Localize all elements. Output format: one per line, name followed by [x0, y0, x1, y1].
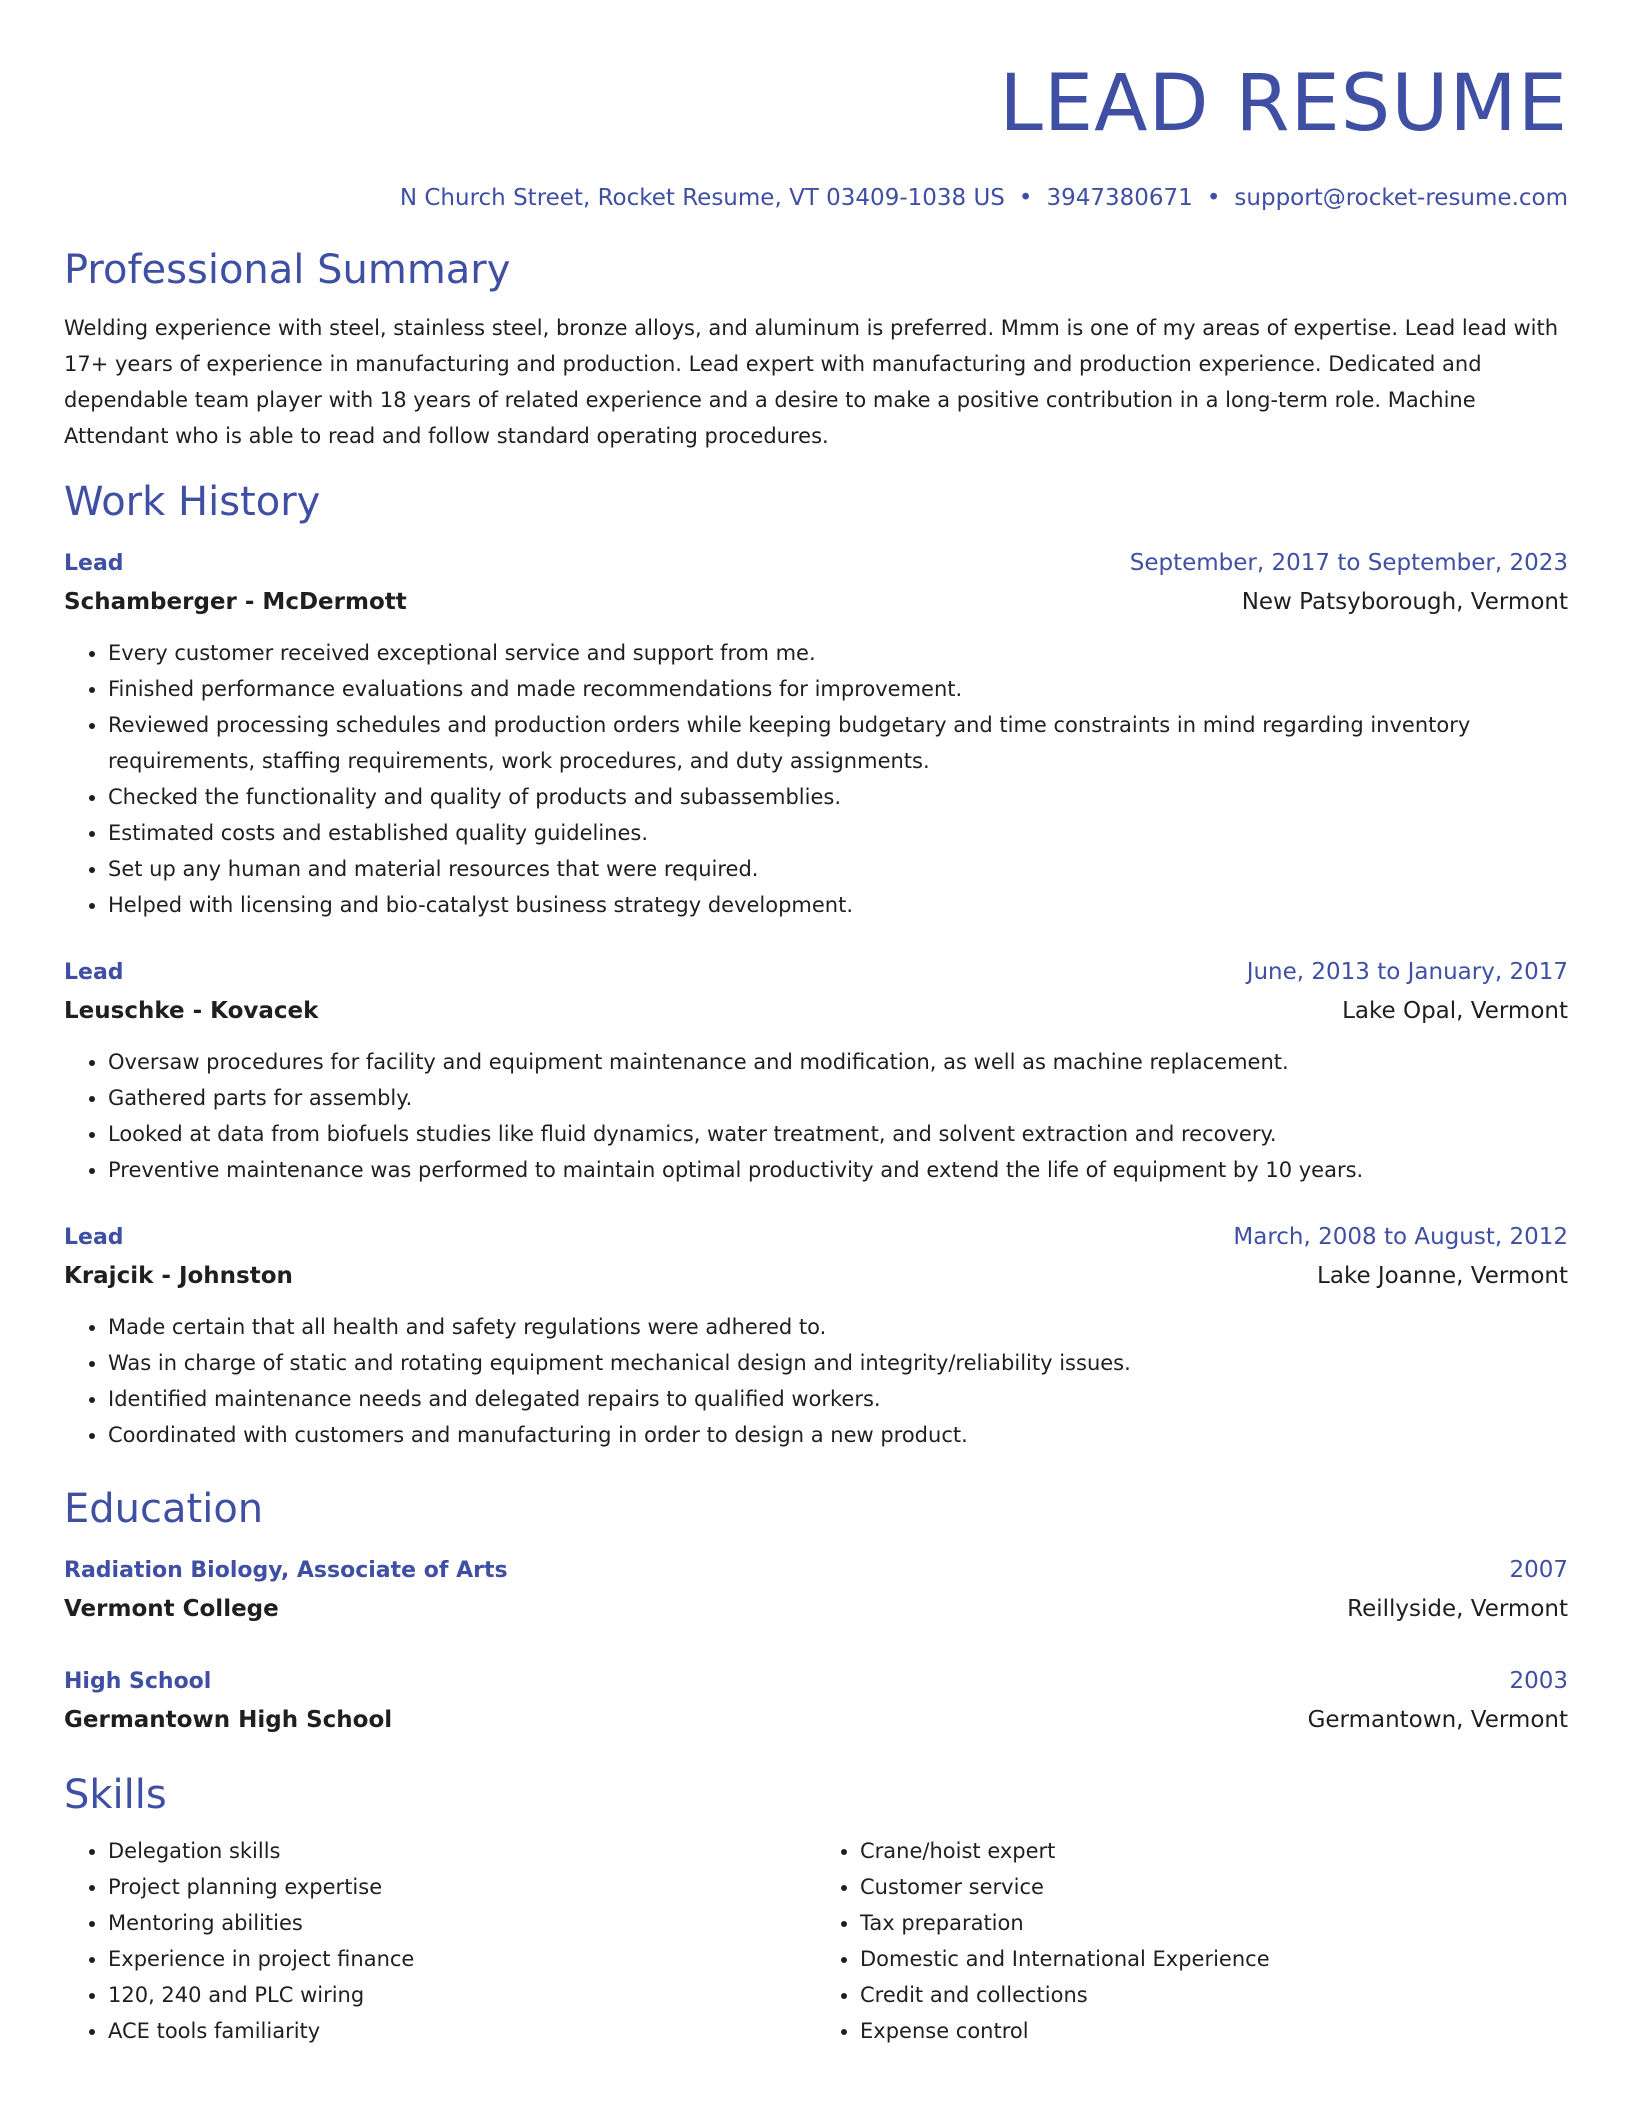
- skill-item: • Domestic and International Experience: [860, 1941, 1568, 1977]
- skill-item: • Mentoring abilities: [108, 1905, 816, 1941]
- job-role: Lead: [64, 960, 124, 985]
- contact-phone: 3947380671: [1046, 185, 1193, 211]
- education-school: Germantown High School: [64, 1707, 393, 1733]
- job-bullet: • Helped with licensing and bio-catalyst business strategy development.: [108, 887, 1568, 923]
- job-entry: [64, 544, 1568, 923]
- education-school: Vermont College: [64, 1596, 279, 1622]
- job-bullets: [64, 1044, 1568, 1188]
- skill-item: • Delegation skills: [108, 1833, 816, 1869]
- job-entry: [64, 953, 1568, 1188]
- summary-text: Welding experience with steel, stainless steel, bronze alloys, and aluminum is preferred. Mmm is one of my areas of expertise. Lead lead with 17+ years of experience in manufacturing and production. Lead expert with manufacturing and production experience. Dedicated and dependable team player with 18 years of related experience and a desire to make a positive contribution in a long-term role. Machine Attendant who is able to read and follow standard operating procedures.: [64, 316, 1559, 448]
- job-bullet: • Every customer received exceptional service and support from me.: [108, 635, 1568, 671]
- education-degree: High School: [64, 1669, 212, 1694]
- skill-item: • 120, 240 and PLC wiring: [108, 1977, 816, 2013]
- skill-item: • Experience in project finance: [108, 1941, 816, 1977]
- skill-item: • Credit and collections: [860, 1977, 1568, 2013]
- contact-separator: •: [1018, 185, 1033, 211]
- skills-heading: Skills: [64, 1772, 167, 1818]
- job-bullets: [64, 1309, 1568, 1453]
- summary-heading: Professional Summary: [64, 247, 511, 293]
- skill-item: • Tax preparation: [860, 1905, 1568, 1941]
- job-company: Krajcik - Johnston: [64, 1263, 293, 1289]
- job-role: Lead: [64, 1225, 124, 1250]
- job-bullet: • Reviewed processing schedules and production orders while keeping budgetary and time constraints in mind regarding inventory requirements, staffing requirements, work procedures, and duty assignments.: [108, 707, 1568, 779]
- job-bullet: • Estimated costs and established quality guidelines.: [108, 815, 1568, 851]
- education-location: Reillyside, Vermont: [1347, 1596, 1568, 1622]
- job-company: Leuschke - Kovacek: [64, 998, 319, 1024]
- contact-address: N Church Street, Rocket Resume, VT 03409-1038 US: [399, 185, 1005, 211]
- job-bullet: • Set up any human and material resources that were required.: [108, 851, 1568, 887]
- job-bullet: • Gathered parts for assembly.: [108, 1080, 1568, 1116]
- job-bullet: • Looked at data from biofuels studies like fluid dynamics, water treatment, and solvent extraction and recovery.: [108, 1116, 1568, 1152]
- job-location: New Patsyborough, Vermont: [1241, 589, 1568, 615]
- education-year: 2007: [1509, 1557, 1568, 1583]
- resume-header: [64, 0, 1568, 214]
- skill-item: • Customer service: [860, 1869, 1568, 1905]
- job-dates: March, 2008 to August, 2012: [1233, 1224, 1568, 1250]
- work-history-heading: Work History: [64, 479, 321, 525]
- skill-item: • Crane/hoist expert: [860, 1833, 1568, 1869]
- job-bullet: • Was in charge of static and rotating equipment mechanical design and integrity/reliability issues.: [108, 1345, 1568, 1381]
- job-dates: September, 2017 to September, 2023: [1129, 550, 1568, 576]
- job-entry: [64, 1218, 1568, 1453]
- education-heading: Education: [64, 1486, 264, 1532]
- contact-line: [64, 182, 1568, 214]
- job-bullet: • Checked the functionality and quality of products and subassemblies.: [108, 779, 1568, 815]
- job-bullet: • Identified maintenance needs and delegated repairs to qualified workers.: [108, 1381, 1568, 1417]
- contact-email: support@rocket-resume.com: [1234, 185, 1568, 211]
- skill-item: • Project planning expertise: [108, 1869, 816, 1905]
- job-company: Schamberger - McDermott: [64, 589, 407, 615]
- skills-column-left: [64, 1833, 816, 2049]
- contact-separator: •: [1206, 185, 1221, 211]
- skill-item: • Expense control: [860, 2013, 1568, 2049]
- education-entry: [64, 1662, 1568, 1739]
- job-dates: June, 2013 to January, 2017: [1246, 959, 1568, 985]
- job-bullets: [64, 635, 1568, 923]
- job-bullet: • Oversaw procedures for facility and equipment maintenance and modification, as well as machine replacement.: [108, 1044, 1568, 1080]
- job-bullet: • Finished performance evaluations and made recommendations for improvement.: [108, 671, 1568, 707]
- resume-name: LEAD RESUME: [999, 59, 1568, 149]
- job-bullet: • Made certain that all health and safety regulations were adhered to.: [108, 1309, 1568, 1345]
- job-location: Lake Opal, Vermont: [1342, 998, 1568, 1024]
- education-degree: Radiation Biology, Associate of Arts: [64, 1558, 508, 1583]
- job-role: Lead: [64, 551, 124, 576]
- education-entry: [64, 1551, 1568, 1628]
- education-year: 2003: [1509, 1668, 1568, 1694]
- skill-item: • ACE tools familiarity: [108, 2013, 816, 2049]
- skills-column-right: [816, 1833, 1568, 2049]
- job-bullet: • Coordinated with customers and manufacturing in order to design a new product.: [108, 1417, 1568, 1453]
- job-bullet: • Preventive maintenance was performed to maintain optimal productivity and extend the life of equipment by 10 years.: [108, 1152, 1568, 1188]
- skills-list: [64, 1833, 1568, 2049]
- job-location: Lake Joanne, Vermont: [1317, 1263, 1568, 1289]
- education-location: Germantown, Vermont: [1307, 1707, 1568, 1733]
